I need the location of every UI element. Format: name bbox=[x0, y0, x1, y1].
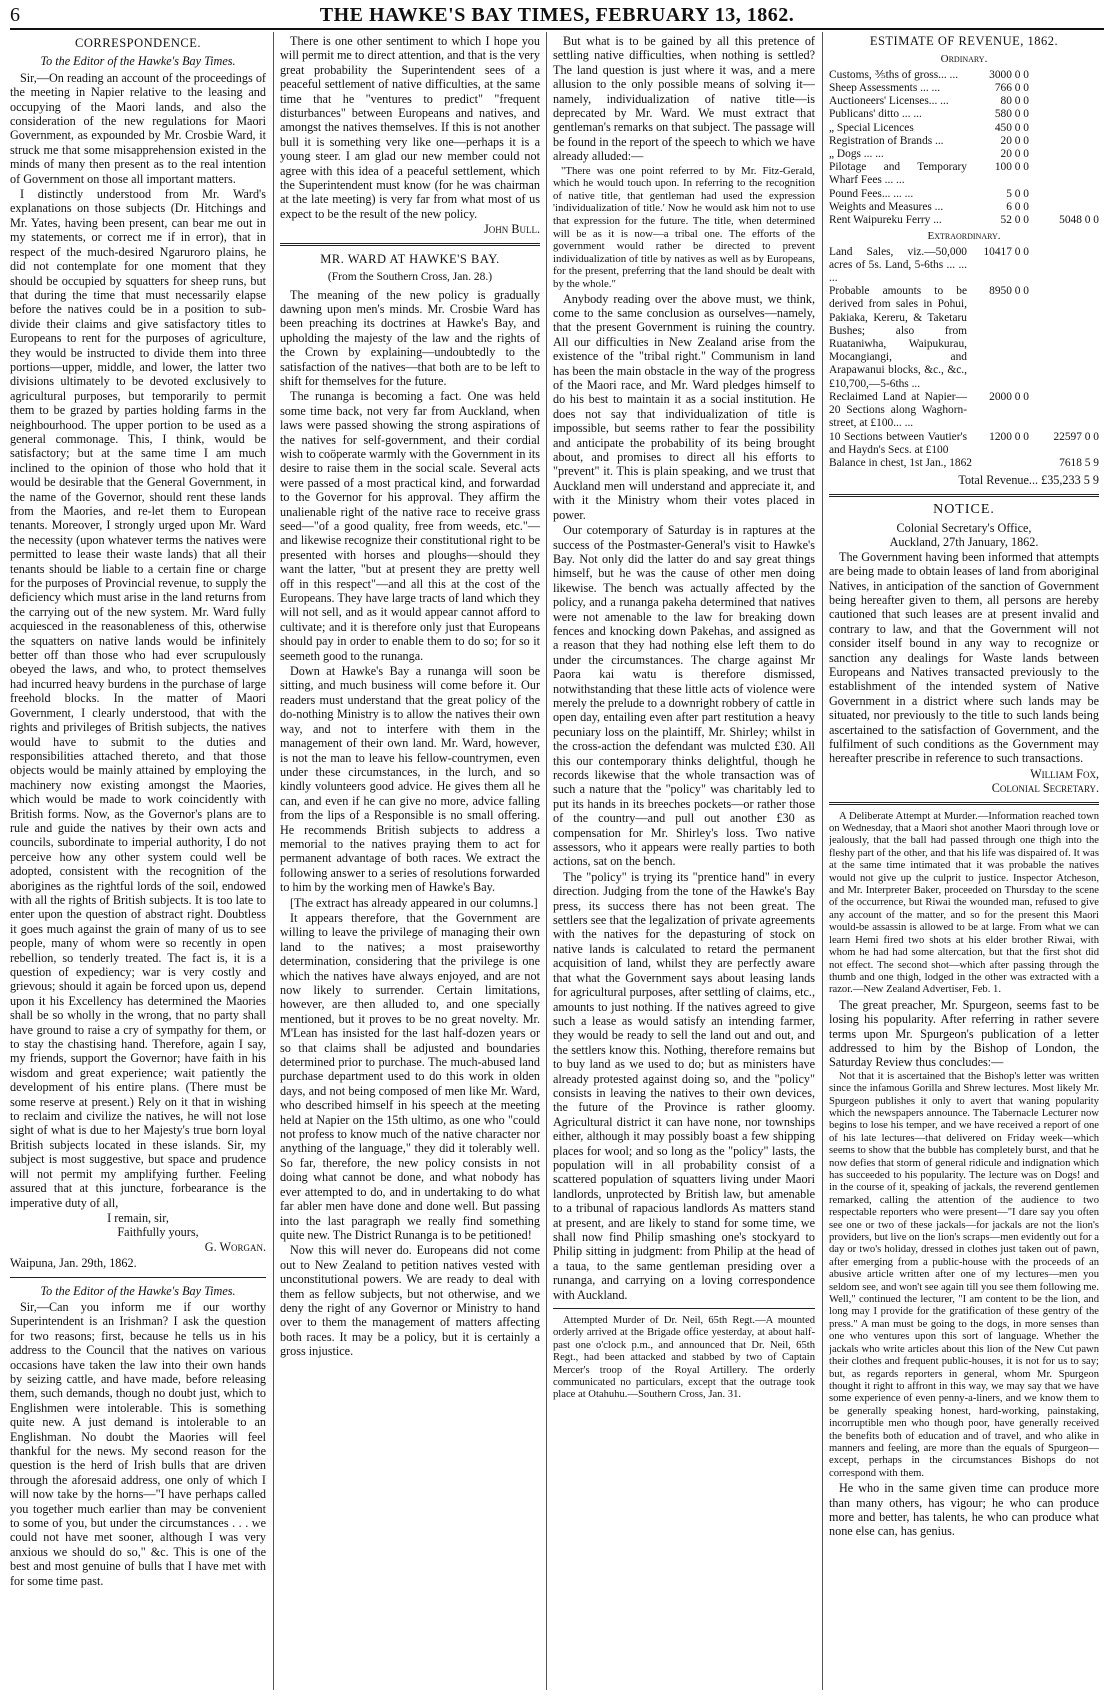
column-3 bbox=[553, 34, 815, 1688]
revenue-item-label: Probable amounts to be derived from sales in Pohui, Pakiaka, Kereru, & Taketaru Bushes; also from Ruataniwha, Waipukurau, Mocangiangi, and Arapawanui blocks, &c., &c., £10,700,—5-6ths ... bbox=[829, 285, 967, 390]
revenue-title: ESTIMATE OF REVENUE, 1862. bbox=[869, 34, 1059, 48]
table-row bbox=[829, 214, 1099, 227]
revenue-item-amount: 6 0 0 bbox=[1006, 200, 1029, 213]
revenue-item-amount: 450 0 0 bbox=[994, 121, 1029, 134]
revenue-ordinary-table bbox=[829, 69, 1099, 227]
revenue-item-amount: 5 0 0 bbox=[1006, 187, 1029, 200]
article-paragraph: It appears therefore, that the Government are willing to leave the privilege of managing their own land to the natives; a most praiseworthy determination, considering that the privilege is one which the natives have always enjoyed, and are not now likely to surrender. Certain limitations, however, are then alluded to, and one specially mentioned, but it proves to be no great novelty. Mr. M'Lean has insisted for the last half-dozen years or so that claims shall be adjusted and boundaries determined prior to purchase. The much-abused land purchase department used to do this work in olden days, and not being composed of men like Mr. Ward, who described himself in his speech at the meeting held at Napier on the 15th ultimo, as one who "could not profess to know much of the native character nor anything of the language," they did it tolerably well. So far, therefore, the new policy consists in not doing what cannot be done, and what nobody has ever attempted to do, and in undertaking to do what far abler men have done and done well. But passing into the last paragraph we really find something quite new. The District Runanga is to be petitioned! bbox=[280, 910, 540, 1242]
revenue-item-amount: 52 0 0 bbox=[1000, 214, 1029, 227]
revenue-subtotal-cell bbox=[1029, 69, 1099, 82]
revenue-item-label: Reclaimed Land at Napier—20 Sections along Waghorn-street, at £100... ... bbox=[829, 390, 967, 430]
revenue-item-amount: 1200 0 0 bbox=[989, 430, 1029, 443]
column-divider bbox=[822, 32, 823, 1690]
article-paragraph: Now this will never do. Europeans did not come out to New Zealand to petition natives vested with unconstitutional powers. We are ready to deal with them as fellow subjects, but not otherwise, and we deny the right of any Governor or Ministry to hand over to them the management of matters affecting both races. It may be a policy, but it is certainly a gross injustice. bbox=[280, 1243, 540, 1359]
table-row bbox=[829, 391, 1099, 431]
revenue-subtotal-cell bbox=[1029, 95, 1099, 108]
table-row bbox=[829, 431, 1099, 457]
letter-signoff: Faithfully yours, bbox=[117, 1225, 199, 1240]
revenue-item-amount: 8950 0 0 bbox=[989, 285, 1029, 298]
revenue-subtotal-cell bbox=[1029, 82, 1099, 95]
letter-salutation: To the Editor of the Hawke's Bay Times. bbox=[40, 1283, 236, 1298]
notice-title: NOTICE. bbox=[933, 501, 995, 517]
table-row bbox=[829, 82, 1099, 95]
revenue-subtotal-cell bbox=[1029, 148, 1099, 161]
revenue-item-label: Pound Fees... ... ... bbox=[829, 187, 914, 200]
section-heading-correspondence: CORRESPONDENCE. bbox=[75, 36, 201, 50]
masthead-rule bbox=[10, 28, 1104, 30]
revenue-balance-label: Balance in chest, 1st Jan., 1862 bbox=[829, 456, 972, 469]
divider bbox=[280, 243, 540, 246]
divider bbox=[10, 1277, 266, 1278]
spurgeon-intro: The great preacher, Mr. Spurgeon, seems fast to be losing his popularity. After referring in rather severe terms upon Mr. Spurgeon's publication of a letter addressed to him by the Bishop of London, the Saturday Review thus concludes:— bbox=[829, 997, 1099, 1070]
notice-signature: William Fox, bbox=[1030, 766, 1099, 781]
column-4 bbox=[829, 34, 1099, 1688]
closing-maxim: He who in the same given time can produce more than many others, has vigour; he who can produce more and better, has talents, he who can produce what none else can, has genius. bbox=[829, 1481, 1099, 1539]
revenue-item-label: Customs, ⅗ths of gross... ... bbox=[829, 68, 959, 81]
table-row bbox=[829, 457, 1099, 470]
revenue-item-label: Rent Waipureku Ferry ... bbox=[829, 214, 942, 227]
revenue-extraordinary-label: Extraordinary. bbox=[927, 230, 1001, 243]
table-row bbox=[829, 246, 1099, 286]
letter-salutation: To the Editor of the Hawke's Bay Times. bbox=[40, 54, 236, 69]
table-row bbox=[829, 108, 1099, 121]
article-paragraph: Our cotemporary of Saturday is in raptures at the success of the Postmaster-General's visit to Hawke's Bay. Not only did the latter do and say great things himself, but he was the cause of other men doing likewise. The bench was actually affected by the policy, and a runanga pakeha determined that natives were not amenable to the law for breaking down fences and knocking down Pakehas, and assigned as a reason that they had nothing else left them to do under the circumstances. The charge against Mr Paora kai watu is therefore dismissed, notwithstanding that these little acts of violence were merely the prelude to a downright robbery of cattle in open day, entailing even after part restitution a heavy pecuniary loss on the plaintiff, Mr. Shirley; whilst in the cross-action the defendant was mulcted £30. All this our contemporary thinks delightful, though he records likewise that the whole transaction was of such a nature that the "policy" was charitably led to put its hands in its breeches pockets—or rather those of the country—and pull out another £30 as compensation for Mr. Shirley's loss. Two native assessors, who it appears were really parties to both actions, sat on the bench. bbox=[553, 523, 815, 869]
column-divider bbox=[273, 32, 274, 1690]
letter-dateline: Waipuna, Jan. 29th, 1862. bbox=[10, 1256, 137, 1271]
revenue-item-label: „ Special Licences bbox=[829, 121, 914, 134]
article-heading: MR. WARD AT HAWKE'S BAY. bbox=[320, 251, 500, 266]
revenue-item-amount: 3000 0 0 bbox=[989, 68, 1029, 81]
revenue-total: Total Revenue... £35,233 5 9 bbox=[958, 473, 1099, 488]
revenue-item-label: „ Dogs ... ... bbox=[829, 148, 884, 161]
article-quote: "There was one point referred to by Mr. Fitz-Gerald, which he would touch upon. In referring to the recognition of native title, that gentleman had used the expression 'individualization of title.' Now he would ask him not to use that expression for the future. The title, when determined will be as it is now—a tribal one. The efforts of the government would rather be directed to prevent individualization of title by natives as well as by Europeans, for the present, preferring that the land should be dealt with by the whole." bbox=[553, 164, 815, 290]
table-row bbox=[829, 135, 1099, 148]
table-row bbox=[829, 95, 1099, 108]
revenue-subtotal-cell bbox=[1029, 135, 1099, 148]
revenue-item-label: Land Sales, viz.—50,000 acres of 5s. Land, 5-6ths ... ... ... bbox=[829, 245, 967, 285]
masthead bbox=[10, 4, 1104, 26]
revenue-subtotal-cell bbox=[1029, 391, 1099, 431]
divider bbox=[829, 494, 1099, 497]
revenue-subtotal: 22597 0 0 bbox=[1053, 430, 1099, 443]
column-1 bbox=[10, 34, 266, 1688]
revenue-item-label: Auctioneers' Licenses... ... bbox=[829, 95, 949, 108]
revenue-balance-amount: 7618 5 9 bbox=[1059, 456, 1099, 469]
revenue-subtotal-cell bbox=[1029, 188, 1099, 201]
revenue-item-amount: 766 0 0 bbox=[994, 82, 1029, 95]
revenue-item-label: 10 Sections between Vautier's and Haydn's Secs. at £100 bbox=[829, 430, 967, 456]
article-paragraph: Anybody reading over the above must, we think, come to the same conclusion as ourselves—namely, that the present Government is ruining the country. All our difficulties in New Zealand arise from the existence of the "tribal right." Communism in land has been the main obstacle in the way of the progress of the Maori race, and Mr. Ward pledges himself to do his best to maintain it as a social institution. He does not say that individualization of title is impossible, but seems rather to fear the possibility and anticipate the probability of its being brought about, and promises to direct all his efforts to "prevent" it. This is plain speaking, and we trust that Auckland men will understand and appreciate it, and with it the Ministry whom their votes placed in power. bbox=[553, 291, 815, 522]
table-row bbox=[829, 69, 1099, 82]
letter-paragraph: There is one other sentiment to which I hope you will permit me to direct attention, and that is the very great probability the Superintendent sees of a peaceful settlement of native difficulties, at the same time that he "ventures to predict" "frequent disturbances" between Europeans and natives, and amongst the natives themselves. If this is not another bull it is something very like one—perhaps it is a young steer. I am glad our new member could not agree with this idea of a peaceful settlement, which the Superintendent must know (for he was chairman at the late meeting) is very far from what most of us expect to be the result of the new policy. bbox=[280, 34, 540, 221]
revenue-item-amount: 580 0 0 bbox=[994, 108, 1029, 121]
article-paragraph: [The extract has already appeared in our columns.] bbox=[290, 895, 538, 910]
table-row bbox=[829, 285, 1099, 391]
article-paragraph: Down at Hawke's Bay a runanga will soon be sitting, and much business will come before it. Our readers must understand that the great policy of the do-nothing Ministry is to allow the natives their own way, and not to interfere with them in the management of their own land. Mr. Ward, however, is not the man to leave his fellow-countrymen, even under these circumstances, in the lurch, and so kindly volunteers good advice. He gives them all he can, and even if he can give no more, advice falling from the lips of a Responsible is no small offering. He recommends British subjects to address a memorial to the natives praying them to act for permanent advantage of both races. We extract the following answer to a series of resolutions forwarded to him by the working men of Hawke's Bay. bbox=[280, 664, 540, 895]
revenue-item-label: Registration of Brands ... bbox=[829, 134, 944, 147]
article-paragraph: The runanga is becoming a fact. One was held some time back, not very far from Auckland, when laws were passed showing the strong aspirations of the natives for self-government, and their cordial wish to coöperate warmly with the Government in its desire to raise them in the social scale. Several acts were passed of a most practical kind, and forwardad to the Governor for his approval. They affirm the unalienable right of the native race to receive grass seed—"of a good quality, free from weeds, etc."—and likewise recognize their constitutional right to be presented with horses and ploughs—should they want the latter, "but at present they are pretty well off in this respect"—and all this at the cost of the Europeans. They have large tracts of land which they will not sell, and as it would appear cannot afford to cultivate; and it is therefore only just that Europeans should pay in order to enable them to do so; for so it seemeth good to the runanga. bbox=[280, 389, 540, 663]
letter-signature: G. Worgan. bbox=[204, 1239, 266, 1254]
table-row bbox=[829, 148, 1099, 161]
article-paragraph: But what is to be gained by all this pretence of settling native difficulties, when nothing is settled? The land question is just where it was, and a mere allusion to the only possible means of solving it—namely, individualization of native title—is deprecated by Mr. Ward. We must extract that gentleman's remarks on that subject. The passage will be found in the report of the speech to which we have already alluded:— bbox=[553, 34, 815, 164]
notice-place-date: Auckland, 27th January, 1862. bbox=[889, 535, 1039, 550]
article-paragraph: The meaning of the new policy is gradually dawning upon men's minds. Mr. Crosbie Ward has been preaching its doctrines at Hawke's Bay, and upholding the majesty of the law and the rights of the Crown by explaining—undoubtedly to the satisfaction of the natives—that both are to be left to shift for themselves for the future. bbox=[280, 287, 540, 388]
revenue-item-amount: 2000 0 0 bbox=[989, 390, 1029, 403]
revenue-subtotal: 5048 0 0 bbox=[1059, 214, 1099, 227]
revenue-item-label: Sheep Assessments ... ... bbox=[829, 82, 941, 95]
revenue-item-label: Publicans' ditto ... ... bbox=[829, 108, 922, 121]
revenue-subtotal-cell bbox=[1029, 201, 1099, 214]
page-number: 6 bbox=[10, 4, 20, 26]
divider bbox=[553, 1308, 815, 1309]
revenue-item-label: Weights and Measures ... bbox=[829, 200, 944, 213]
table-row bbox=[829, 161, 1099, 187]
revenue-balance-table bbox=[829, 457, 1099, 470]
revenue-subtotal-cell bbox=[1029, 122, 1099, 135]
revenue-item-amount: 80 0 0 bbox=[1000, 95, 1029, 108]
revenue-extraordinary-table bbox=[829, 246, 1099, 457]
revenue-item-label: Pilotage and Temporary Wharf Fees ... ... bbox=[829, 161, 967, 187]
revenue-ordinary-label: Ordinary. bbox=[940, 53, 988, 66]
notice-office: Colonial Secretary's Office, bbox=[896, 520, 1032, 535]
newspaper-title: THE HAWKE'S BAY TIMES, FEBRUARY 13, 1862. bbox=[319, 4, 795, 26]
revenue-subtotal-cell bbox=[1029, 161, 1099, 187]
revenue-subtotal-cell bbox=[1029, 285, 1099, 391]
table-row bbox=[829, 188, 1099, 201]
news-item-neil: Attempted Murder of Dr. Neil, 65th Regt.—A mounted orderly arrived at the Brigade office yesterday, at about half-past one o'clock p.m., and announced that Dr. Neil, 65th Regt., had been attacked and stabbed by two of Captain Mercer's troop of the Royal Artillery. The orderly communicated no particulars, except that the outrage took place at Otahuhu.—Southern Cross, Jan. 31. bbox=[553, 1315, 815, 1401]
notice-signature-title: Colonial Secretary. bbox=[991, 781, 1099, 796]
revenue-subtotal-cell bbox=[1029, 108, 1099, 121]
article-paragraph: The "policy" is trying its "prentice hand" in every direction. Judging from the tone of the Hawke's Bay press, its success there has not been great. The settlers see that the legalization of private agreements with the natives for the depasturing of stock on native lands is calculated to retard the permanent acquisition of land, whilst they are perfectly aware that what the Government says about leasing lands for agricultural purposes, after settling of claims, etc., amounts to just nothing. If the natives agreed to give such a lease as would satisfy an intending farmer, they would be ready to sell the land out and out, and the settlers know this. Nothing, therefore remains but to buy land as we used to do; but as ministers have already protested against doing so, and the "policy" consists in leaving the natives to their own devices, the future of the Province is rather gloomy. Agricultural district it can have none, nor townships either, although it may possibly boast a few shipping places for wool; and so long as the "policy" lasts, the population will in all probability consist of a scattered population of squatters living under Maori landlords, unprotected by British law, but amenable to a tribunal of rapacious landlords As matters stand at present, and are likely to stand for some time, we shall now find Philip smashing one's stockyard to Philip sitting in judgment: from Philip at the head of a taua, to the same gentleman presiding over a runanga, and carrying on a loving correspondence with Auckland. bbox=[553, 869, 815, 1302]
letter-signature: John Bull. bbox=[484, 222, 540, 237]
letter-signoff: I remain, sir, bbox=[107, 1210, 169, 1225]
article-source: (From the Southern Cross, Jan. 28.) bbox=[327, 271, 493, 284]
spurgeon-quote: Not that it is ascertained that the Bishop's letter was written since the infamous Gorilla and Shrew lectures. Most likely Mr. Spurgeon publishes it only to avert that waning popularity which the newspapers announce. The Tabernacle Lecturer now begins to lose his temper, and we have received a report of one of his late lectures—that delivered on Friday week—which seems to show that the bubble has completely burst, and that he now defies that storm of general ridicule and indignation which has succeeded to his popularity. The lecture was on Dogs! and in the course of it, speaking of jackals, the reverend gentlemen remarked, calling the attention of the audience to two respectable reporters who were present—"I dare say you often see one or two of these jackals—for jackals are not the lion's providers, but live on the lion's scraps—men evidently out for a day or two's holiday, dressed in clothes just taken out of pawn, after emerging from a public-house with the proceeds of an abusive article written after one of my lectures—men you seldom see, and won't see again till you see them following me. Well," continued the lecturer, "I am content to be the lion, and long may I provide for the gratification of these gentry of the press." A man must be going to the dogs, in more senses than one who ventures upon this sort of language. Whether the jackals who write articles about this lion of the New Cut pawn their clothes and frequent public-houses, it is not for us to say; but, as regards reporters in general, whom Mr. Spurgeon thought it right to affront in this way, we may say that we have some experience of even penny-a-liners, and we know them to be generally speaking honest, hard-working, painstaking, incorruptible men who though poor, have generally received the benefits both of education and of travel, and who alike in manners and feeling, are more than the equals of Spurgeon—except, perhaps in the circumstances Bishops do not correspond with them. bbox=[829, 1070, 1099, 1479]
letter-paragraph: Sir,—Can you inform me if our worthy Superintendent is an Irishman? I ask the question for two reasons; first, because he tells us in his address to the Council that the natives on various occasions have taken the law into their own hands by seizing cattle, and have made, before releasing them, such demands, though no doubt just, which to Englishmen were intolerable. This is something quite new. A just demand is intolerable to an Englishman. No doubt the Maories will feel thankful for the news. My second reason for the question is the herd of Irish bulls that are driven through the aforesaid address, one only of which I will now take by the horns—"I have perhaps called you together much earlier than may be convenient to some of you, but under the circumstances . . . we could not have met sooner, although I was very anxious we should do so," &c. This is one of the best and most genuine of bulls that I have met with for some time past. bbox=[10, 1299, 266, 1588]
letter-paragraph: I distinctly understood from Mr. Ward's explanations on those subjects (Dr. Hitchings and Mr. Yates, having been present, can bear me out in my statements, or correct me if in error), that in respect of the much-desired Ngaruroro plains, he did not contemplate for one moment that they should be occupied by squatters for sheep runs, but that during the time that must necessarily elapse before the natives could be in a position to sub-divide their claims and give satisfactory titles to Europeans to rent for the purposes of agriculture, they would be instructed to divide them into three portions—upper, middle, and lower, the latter two divisions ultimately to be devoted exclusively to agricultural purposes, but temporarily to permit them to be grazed by parties holding farms in the neighbourhood. The upper portion to be used as a general commonage. This, I think, would be satisfactory; but at the same time I am much inclined to the opinion of those who hold that it would be desirable that the General Government, in the name of the Governor, should rent these lands from the Maories, and re-let them to European tenants. Moreover, I strongly urged upon Mr. Ward the necessity (upon whatever terms the natives were permitted to lease their waste lands) that all their tenants should be liable to a certain fine or charge for the purposes of Provincial revenue, to supply the deficiency which must arise in the land returns from the carrying out of the new system. Mr. Ward fully acquiesced in the reasonableness of this, otherwise the squatters on native lands would be infinitely better off than those who had ever scrupulously obeyed the laws, and who, to protect themselves had incurred heavy burdens in the purchase of large freehold blocks. In the matter of Maori Government, I clearly understood, that with the rights and privileges of British subjects, the natives would have to submit to the duties and responsibilities attached thereto, and that those objects would be mainly attained by employing the machinery now existing amongst the Maories, which would be made to work coincidently with British forms. Now, as the Governor's plans are to rule and guide the natives by their own acts and councils, subordinate to imperial authority, I do not perceive how any other system could well be adopted, consistent with the recognition of the aborigines as the rightful lords of the soil, endowed with all the rights of British subjects. It is too late to enter upon the question of abstract right. Doubtless it goes much against the grain of many of us to see people, many of whom were so recently in open rebellion, so tenderly treated. The fact is, it is a question of expediency; war is very costly and grievous; should it again be forced upon us, depend upon it his Excellency has determined the Maories shall be so wholly in the wrong, that no party shall have ground to raise a cry of sympathy for them, or to stay the chastising hand. Therefore, again I say, my friends, support the Governor; have faith in his wisdom and great experience; wait patiently the development of his entire plans. (There must be some reserve at present.) Rely on it that in wishing to reclaim and civilize the natives, he will not lose sight of what is due to her Majesty's true born loyal British subjects located in these islands. Sir, my subject is most suggestive, but space and prudence will not permit my amplifying further. Feeling assured that at this juncture, forbearance is the imperative duty of all, bbox=[10, 187, 266, 1210]
revenue-item-amount: 10417 0 0 bbox=[983, 245, 1029, 258]
table-row bbox=[829, 122, 1099, 135]
revenue-item-amount: 20 0 0 bbox=[1000, 148, 1029, 161]
revenue-item-amount: 20 0 0 bbox=[1000, 134, 1029, 147]
news-item-murder: A Deliberate Attempt at Murder.—Information reached town on Wednesday, that a Maori shot another Maori through love or jealously, that the ball had passed through one thigh into the fleshy part of the other, and that his life was dispaired of. It was at the same time intimated that it was probable the natives would not give up the culprit to justice. Inspector Atcheson, and Mr. Interpreter Baker, proceeded on Thursday to the scene of the occurrence, but Riwai the wounded man, refused to give any account of the matter, and so for the present this Maori would-be assassin is allowed to be at large. From what we can learn Hemi fired two shots at his elder brother Riwai, with whom he had had some altercation, but that the first shot did not effect. The second shot—which after passing through the thumb and one thigh, lodged in the other was extracted with a razor.—New Zealand Advertiser, Feb. 1. bbox=[829, 810, 1099, 996]
revenue-item-amount: 100 0 0 bbox=[994, 161, 1029, 174]
letter-paragraph: Sir,—On reading an account of the proceedings of the meeting in Napier relative to the leasing and occupying of the Maori lands, and also the consideration of the new regulations for Maori Government, as expounded by Mr. Crosbie Ward, it struck me that some misapprehension existed in the minds of many then present as to the real intention of Government on those all important matters. bbox=[10, 70, 266, 186]
column-divider bbox=[546, 32, 547, 1690]
column-2 bbox=[280, 34, 540, 1688]
notice-body: The Government having been informed that attempts are being made to obtain leases of land from aboriginal Natives, in anticipation of the sanction of Government being hereafter given to them, all persons are hereby cautioned that such leases are at present invalid and contrary to law, and that the Government will not consider itself bound in any way to recognize or sanction any dealings for Waste lands between Europeans and Natives transacted previously to the establishment of the intended system of Native Government in a district where such lands may be situated, nor previously to the title to such lands being ascertained to the satisfaction of Government, and the fulfilment of such conditions as the Government may hereafter prescribe in reference to such transactions. bbox=[829, 549, 1099, 766]
table-row bbox=[829, 201, 1099, 214]
divider bbox=[829, 802, 1099, 805]
revenue-subtotal-cell bbox=[1029, 246, 1099, 286]
